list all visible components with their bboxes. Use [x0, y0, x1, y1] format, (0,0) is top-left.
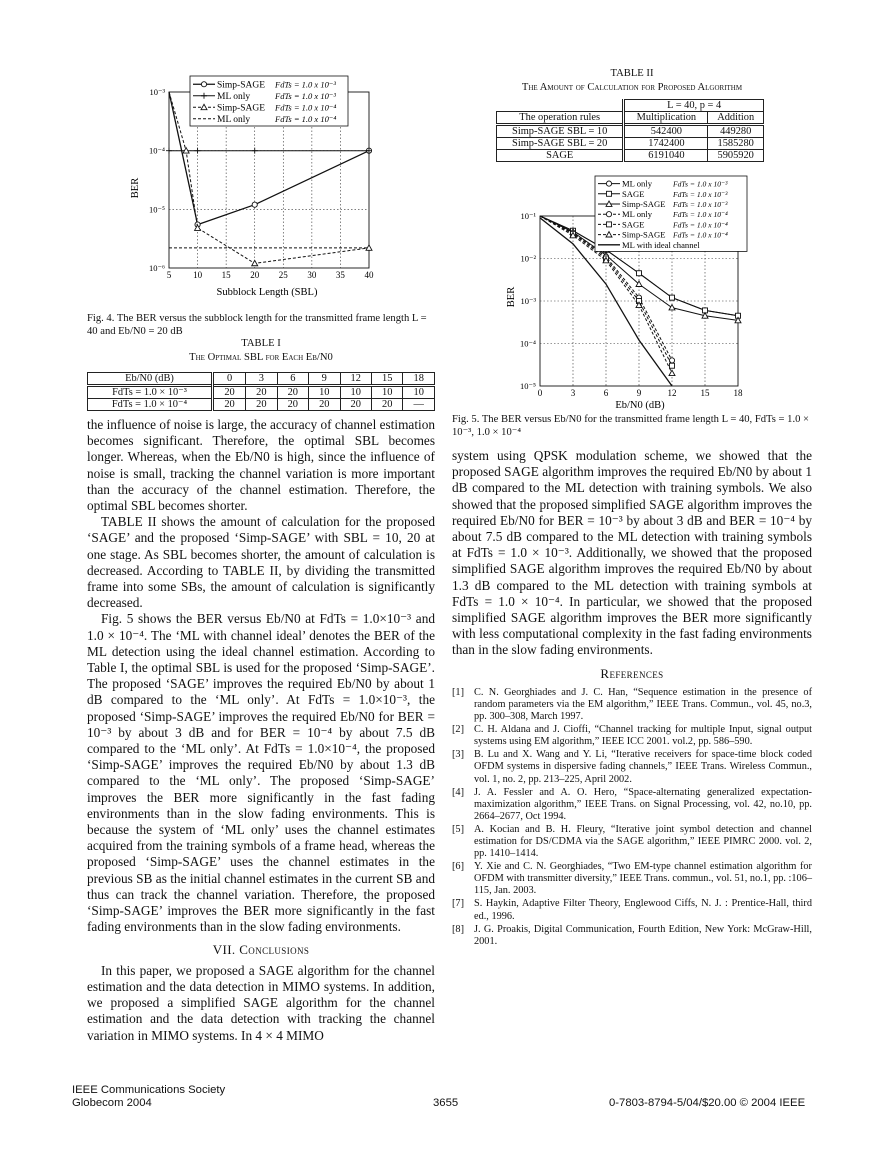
- table2-header-row: [497, 112, 764, 125]
- fig4-ylabel: BER: [130, 177, 141, 199]
- legend-series-name: ML only: [217, 114, 251, 125]
- table2-row: [497, 125, 764, 138]
- footer-page-number: 3655: [433, 1097, 459, 1109]
- table2-cell: 449280: [708, 125, 764, 138]
- table2-empty-cell: [497, 100, 624, 112]
- footer-society: IEEE Communications Society: [72, 1084, 226, 1096]
- series-marker: [252, 260, 258, 265]
- table1-cell: FdTs = 1.0 × 10⁻⁴: [88, 399, 213, 411]
- table1-cell: 20: [246, 386, 277, 399]
- reference-number: [8]: [452, 923, 465, 935]
- legend-series-name: SAGE: [622, 188, 645, 199]
- legend-param: FdTs = 1.0 x 10⁻⁴: [275, 102, 337, 113]
- fig4-chart: [128, 70, 448, 302]
- x-tick-label: 9: [636, 388, 642, 398]
- table1-cell: 20: [277, 386, 308, 399]
- paragraph: system using QPSK modulation scheme, we showed that the proposed SAGE algorithm improves the required Eb/N0 by about 1 dB compared to the ML detection with training symbols. We also showed that the proposed simplified SAGE algorithm improves the required Eb/N0 for BER = 10⁻³ by about 3 dB and BER = 10⁻⁴ by about 7.5 dB compared to the ML detection with training symbols at FdTs = 1.0 × 10⁻³. Additionally, we showed that the proposed simplified SAGE algorithm improves the required Eb/N0 by about 1.3 dB compared to the ML detection with training symbols at FdTs = 1.0 × 10⁻⁴. In particular, we showed that the proposed simplified SAGE algorithm improves the BER more significantly with less computational complexity in the fast fading environments than in the slow fading environments.: [452, 448, 812, 658]
- table1-cell: 6: [277, 373, 308, 386]
- table2-top-row: [497, 100, 764, 112]
- fig4-xlabel: Subblock Length (SBL): [216, 287, 318, 298]
- legend-marker: [606, 181, 611, 186]
- reference-item: [452, 861, 812, 897]
- x-tick-label: 3: [570, 388, 576, 398]
- x-tick-label: 40: [364, 270, 374, 280]
- x-tick-label: 18: [733, 388, 743, 398]
- reference-item: [452, 724, 812, 748]
- reference-number: [3]: [452, 749, 465, 761]
- table2-cell: The operation rules: [497, 112, 624, 125]
- table1-cell: —: [403, 399, 435, 411]
- x-tick-label: 10: [193, 270, 203, 280]
- fig5-ylabel: BER: [506, 286, 517, 308]
- paragraph: In this paper, we proposed a SAGE algorithm for the channel estimation and the data detection in MIMO systems. In addition, we proposed a simplified SAGE algorithm for the channel estimation and the data detection with tracking the channel variation in MIMO systems. In 4 × 4 MIMO: [87, 962, 435, 1043]
- table1-row: [88, 386, 435, 399]
- table2-cell: L = 40, p = 4: [624, 100, 764, 112]
- y-tick-label: 10⁻⁵: [149, 204, 165, 215]
- table1-cell: 10: [309, 386, 340, 399]
- table1-cell: 20: [213, 399, 246, 411]
- series-marker: [670, 295, 675, 300]
- y-tick-label: 10⁻³: [520, 296, 536, 306]
- reference-text: S. Haykin, Adaptive Filter Theory, Englewood Ciffs, N. J. : Prentice-Hall, third ed., 1996.: [474, 898, 812, 922]
- table2-cell: Simp-SAGE SBL = 20: [497, 138, 624, 150]
- legend-param: FdTs = 1.0 x 10⁻⁴: [673, 220, 728, 230]
- x-tick-label: 30: [307, 270, 317, 280]
- table1-title: The Optimal SBL for Each Eb/N0: [189, 351, 333, 363]
- table2-cell: Simp-SAGE SBL = 10: [497, 125, 624, 138]
- reference-number: [5]: [452, 823, 465, 835]
- y-tick-label: 10⁻²: [520, 253, 536, 264]
- fig4-caption: Fig. 4. The BER versus the subblock length for the transmitted frame length L = 40 and Eb/N0 = 20 dB: [87, 313, 427, 337]
- table1-header-row: [88, 373, 435, 386]
- legend-series-name: ML only: [622, 178, 652, 189]
- table1-cell: 20: [277, 399, 308, 411]
- table1-label: TABLE I: [241, 338, 281, 349]
- table2-heading: [452, 68, 812, 94]
- legend-series-name: ML only: [217, 91, 251, 102]
- table1-heading: [87, 338, 435, 364]
- table2-cell: 1742400: [624, 138, 708, 150]
- table2-cell: 542400: [624, 125, 708, 138]
- reference-text: B. Lu and X. Wang and Y. Li, “Iterative receivers for space-time block coded OFDM systems in dispersive fading channels,” IEEE Trans. Wireless Commun., vol. 1, no. 2, pp. 213–225, April 2002.: [474, 749, 812, 785]
- fig4-legend: [190, 76, 348, 126]
- legend-marker: [201, 82, 206, 87]
- table1-cell: 20: [213, 386, 246, 399]
- table1-cell: 3: [246, 373, 277, 386]
- reference-number: [6]: [452, 861, 465, 873]
- reference-text: Y. Xie and C. N. Georghiades, “Two EM-type channel estimation algorithm for OFDM with transmitter diversity,” IEEE Trans. commun., vol. 51, no.1, pp. :106–115, Jan. 2003.: [474, 861, 812, 897]
- table2-label: TABLE II: [610, 68, 654, 79]
- reference-item: [452, 787, 812, 823]
- table1-cell: 0: [213, 373, 246, 386]
- reference-text: J. G. Proakis, Digital Communication, Fourth Edition, New York: McGraw-Hill, 2001.: [474, 923, 812, 947]
- legend-param: FdTs = 1.0 x 10⁻⁴: [673, 230, 728, 240]
- table2-title: The Amount of Calculation for Proposed Algorithm: [521, 81, 743, 93]
- reference-text: J. A. Fessler and A. O. Hero, “Space-alternating generalized expectation-maximization algorithm,” IEEE Trans. on Signal Processing, vol. 42, no.10, pp. 2664–2677, Oct 1994.: [474, 786, 812, 822]
- legend-series-name: ML only: [622, 209, 652, 220]
- reference-item: [452, 749, 812, 785]
- references-heading: References: [600, 665, 664, 681]
- right-column-text: [452, 448, 812, 949]
- table2-cell: 1585280: [708, 138, 764, 150]
- section-heading: VII. Conclusions: [212, 941, 310, 957]
- legend-param: FdTs = 1.0 x 10⁻⁴: [275, 113, 337, 124]
- x-tick-label: 25: [278, 270, 288, 280]
- legend-param: FdTs = 1.0 x 10⁻³: [673, 200, 728, 209]
- table1-row: [88, 399, 435, 411]
- series-marker: [669, 305, 675, 310]
- footer-conference: Globecom 2004: [72, 1097, 152, 1109]
- left-column-text: [87, 417, 435, 1044]
- legend-marker: [606, 212, 611, 217]
- table1-cell: 18: [403, 373, 435, 386]
- reference-number: [2]: [452, 724, 465, 736]
- fig5-chart: [500, 172, 760, 412]
- paragraph: Fig. 5 shows the BER versus Eb/N0 at FdTs = 1.0×10⁻³ and 1.0 × 10⁻⁴. The ‘ML with channel ideal’ denotes the BER of the ML detection using the ideal channel estimation. According to Table I, the optimal SBL is used for the proposed ‘Simp-SAGE’. The proposed ‘SAGE’ improves the required Eb/N0 by about 1 dB compared to the ‘ML only’. At FdTs = 1.0×10⁻³, the proposed ‘Simp-SAGE’ improves the required Eb/N0 for BER = 10⁻³ by about 3 dB and for BER = 10⁻⁴ by about 7.5 dB compared to the ‘ML only’. At FdTs = 1.0×10⁻⁴, the proposed ‘Simp-SAGE’ improves the required Eb/N0 by about 1.3 dB compared to the ‘ML only’. The proposed ‘Simp-SAGE’ improves the BER more significantly in the fast fading environments than in the slow fading environments. This is because the system of ‘ML only’ uses the channel estimates acquired from the training symbols of a frame head, whereas the proposed ‘Simp-SAGE’ uses the channel estimates in the previous SB as the initial channel estimates in the current SB and thus can track the channel variation. Therefore, the proposed ‘Simp-SAGE’ improves the BER more significantly in the fast fading environments than in the slow fading environments.: [87, 611, 435, 935]
- reference-text: A. Kocian and B. H. Fleury, “Iterative joint symbol detection and channel estimation for DS/CDMA via the SAGE algorithm,” IEEE PIMRC 2000. vol. 2, pp. 1410–1414.: [474, 823, 812, 860]
- reference-number: [7]: [452, 898, 465, 910]
- series-marker: [195, 148, 201, 154]
- reference-item: [452, 898, 812, 922]
- legend-series-name: Simp-SAGE: [217, 80, 266, 91]
- x-tick-label: 5: [166, 270, 172, 280]
- x-tick-label: 12: [667, 388, 677, 398]
- reference-item: [452, 924, 812, 948]
- series-marker: [252, 148, 258, 154]
- reference-number: [1]: [452, 686, 465, 698]
- table1-cell: 10: [403, 386, 435, 399]
- table2-cell: 5905920: [708, 150, 764, 162]
- table2: [496, 99, 764, 162]
- x-tick-label: 15: [221, 270, 231, 280]
- table1-cell: 12: [340, 373, 371, 386]
- y-tick-label: 10⁻⁵: [520, 381, 536, 391]
- reference-text: C. N. Georghiades and J. C. Han, “Sequence estimation in the presence of random parameters via the EM algorithm,” IEEE Trans. Commun., vol. 45, no.3, pp. 300–308, March 1997.: [474, 686, 812, 723]
- y-tick-label: 10⁻³: [149, 87, 165, 97]
- legend-param: FdTs = 1.0 x 10⁻³: [275, 79, 336, 90]
- table1-cell: FdTs = 1.0 × 10⁻³: [88, 386, 213, 399]
- table1-cell: 20: [246, 399, 277, 411]
- x-tick-label: 15: [700, 388, 710, 398]
- footer-left: [72, 1084, 225, 1110]
- paragraph: TABLE II shows the amount of calculation for the proposed ‘SAGE’ and the proposed ‘Simp-SAGE’ with SBL = 10, 20 at one stage. As SBL becomes shorter, the amount of calculation is decreased. According to TABLE II, by dividing the transmitted frame into some SBs, the amount of calculation is significantly decreased.: [87, 514, 435, 611]
- legend-param: FdTs = 1.0 x 10⁻⁴: [673, 210, 728, 220]
- legend-series-name: ML with ideal channel: [622, 239, 700, 250]
- legend-marker: [607, 222, 612, 227]
- reference-text: C. H. Aldana and J. Cioffi, “Channel tracking for multiple Input, signal output systems using EM algorithm,” IEEE ICC 2001. vol.2, pp. 586–590.: [474, 724, 812, 748]
- legend-param: FdTs = 1.0 x 10⁻³: [275, 90, 336, 101]
- series-marker: [669, 370, 675, 375]
- table1-cell: 10: [340, 386, 371, 399]
- reference-item: [452, 824, 812, 860]
- table1-cell: 9: [309, 373, 340, 386]
- reference-item: [452, 687, 812, 723]
- table2-cell: SAGE: [497, 150, 624, 162]
- legend-series-name: Simp-SAGE: [622, 229, 666, 240]
- legend-series-name: Simp-SAGE: [217, 103, 266, 114]
- table1-cell: 20: [340, 399, 371, 411]
- x-tick-label: 6: [603, 388, 609, 398]
- table2-cell: 6191040: [624, 150, 708, 162]
- series-marker: [166, 148, 172, 154]
- legend-param: FdTs = 1.0 x 10⁻³: [673, 179, 728, 189]
- table1-cell: 10: [371, 386, 402, 399]
- y-tick-label: 10⁻⁴: [520, 338, 536, 349]
- legend-series-name: SAGE: [622, 219, 645, 230]
- fig5-legend: [595, 176, 747, 251]
- legend-marker: [607, 191, 612, 196]
- series-marker: [252, 202, 257, 207]
- y-tick-label: 10⁻⁶: [149, 263, 165, 273]
- legend-series-name: Simp-SAGE: [622, 199, 666, 209]
- x-tick-label: 20: [250, 270, 260, 280]
- legend-param: FdTs = 1.0 x 10⁻³: [673, 189, 728, 199]
- paragraph: the influence of noise is large, the accuracy of channel estimation becomes significant. Therefore, the optimal SBL becomes longer. Whereas, when the Eb/N0 is high, since the influence of noise is small, tracking the channel variation is more important than the accuracy of the channel estimation. Therefore, the optimal SBL becomes shorter.: [87, 417, 435, 514]
- table1: [87, 372, 435, 411]
- x-tick-label: 0: [537, 388, 543, 398]
- table2-row: [497, 150, 764, 162]
- fig5-caption: Fig. 5. The BER versus Eb/N0 for the transmitted frame length L = 40, FdTs = 1.0 × 10⁻³, 1.0 × 10⁻⁴: [452, 414, 810, 438]
- table1-cell: 15: [371, 373, 402, 386]
- table2-cell: Addition: [708, 112, 764, 125]
- table2-row: [497, 138, 764, 150]
- table2-cell: Multiplication: [624, 112, 708, 125]
- series-marker: [637, 271, 642, 276]
- footer-copyright: 0-7803-8794-5/04/$20.00 © 2004 IEEE: [609, 1097, 806, 1109]
- reference-list: [452, 687, 812, 948]
- fig5-xlabel: Eb/N0 (dB): [615, 400, 665, 411]
- y-tick-label: 10⁻¹: [520, 211, 536, 221]
- reference-number: [4]: [452, 786, 465, 798]
- table1-cell: 20: [371, 399, 402, 411]
- table1-cell: Eb/N0 (dB): [88, 373, 213, 386]
- series-marker: [670, 363, 675, 368]
- x-tick-label: 35: [335, 270, 345, 280]
- y-tick-label: 10⁻⁴: [149, 145, 165, 156]
- table1-cell: 20: [309, 399, 340, 411]
